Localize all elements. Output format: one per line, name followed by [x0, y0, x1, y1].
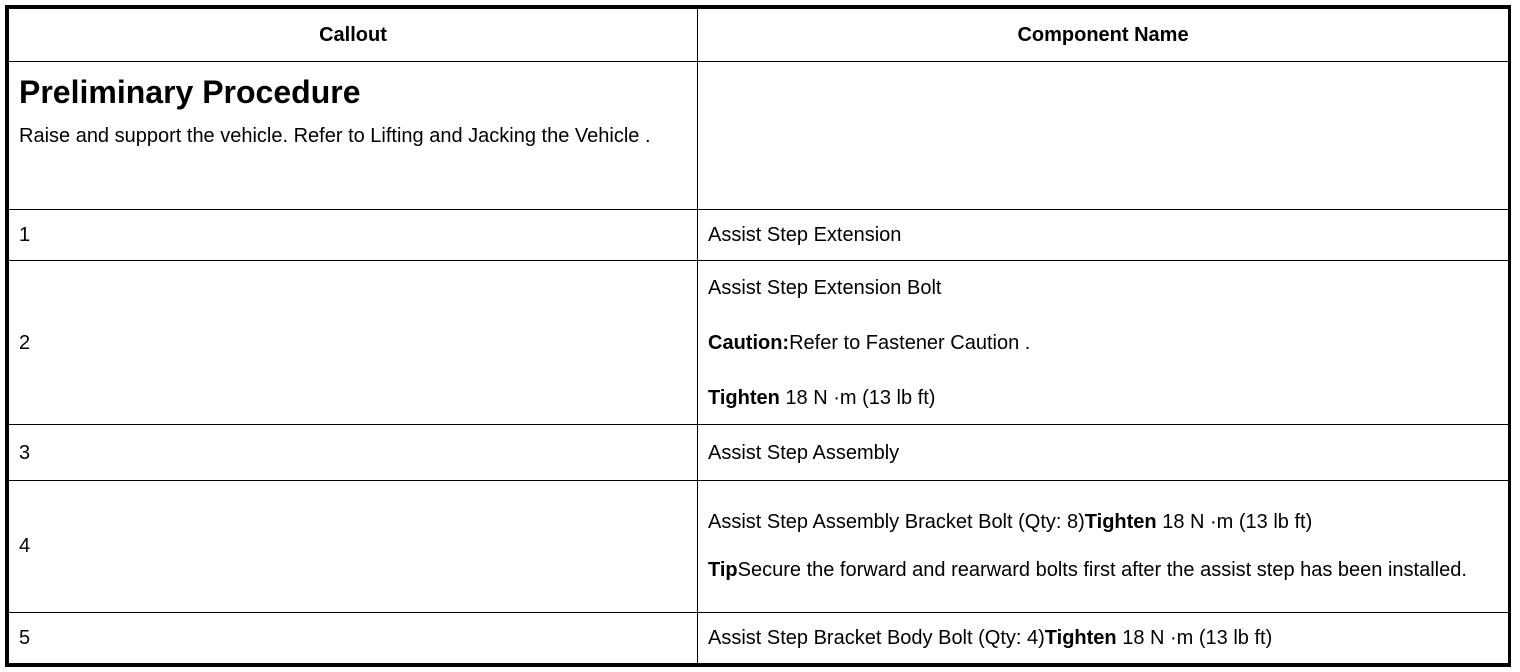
preliminary-cell: [9, 62, 698, 210]
caution-label: Caution:: [708, 331, 790, 354]
callout-cell: 3: [9, 425, 698, 480]
callout-cell: 5: [9, 612, 698, 663]
component-name-cell: [698, 612, 1509, 663]
tip-label: Tip: [708, 559, 738, 582]
preliminary-row: [9, 62, 1509, 210]
tip-note: [708, 558, 1498, 582]
component-name-cell: [698, 480, 1509, 612]
table-row: [9, 425, 1509, 480]
component-name-cell: [698, 261, 1509, 425]
tighten-label: Tighten: [708, 386, 780, 409]
component-name-cell: Assist Step Assembly: [698, 425, 1509, 480]
tighten-label: Tighten: [1044, 626, 1117, 649]
preliminary-text: Raise and support the vehicle. Refer to Lifting and Jacking the Vehicle .: [19, 125, 651, 147]
table-row: [9, 480, 1509, 612]
caution-text: Refer to Fastener Caution .: [789, 331, 1031, 354]
tighten-label: Tighten: [1084, 511, 1157, 534]
callout-cell: 1: [9, 209, 698, 260]
header-callout: Callout: [9, 9, 698, 62]
table-row: [9, 612, 1509, 663]
procedure-table-frame: [5, 5, 1511, 667]
table-row: [9, 261, 1509, 425]
component-name-cell: Assist Step Extension: [698, 209, 1509, 260]
component-name-with-tighten: [708, 510, 1498, 534]
tighten-value: 18 N ·m (13 lb ft): [1116, 626, 1273, 649]
preliminary-title: Preliminary Procedure: [19, 74, 361, 110]
callout-cell: 4: [9, 480, 698, 612]
component-name: Assist Step Assembly Bracket Bolt (Qty: 8): [708, 511, 1085, 534]
header-component-name: Component Name: [698, 9, 1509, 62]
table-row: [9, 209, 1509, 260]
table-header-row: [9, 9, 1509, 62]
tip-text: Secure the forward and rearward bolts first after the assist step has been installed.: [737, 559, 1467, 582]
tighten-spec: [708, 386, 1498, 410]
preliminary-empty-cell: [698, 62, 1509, 210]
tighten-value: 18 N ·m (13 lb ft): [1156, 511, 1313, 534]
component-name: Assist Step Bracket Body Bolt (Qty: 4): [708, 626, 1045, 649]
callout-cell: 2: [9, 261, 698, 425]
component-name: Assist Step Extension Bolt: [708, 276, 942, 299]
tighten-value: 18 N ·m (13 lb ft): [779, 386, 936, 409]
procedure-table: [8, 8, 1509, 664]
caution-note: [708, 331, 1498, 355]
